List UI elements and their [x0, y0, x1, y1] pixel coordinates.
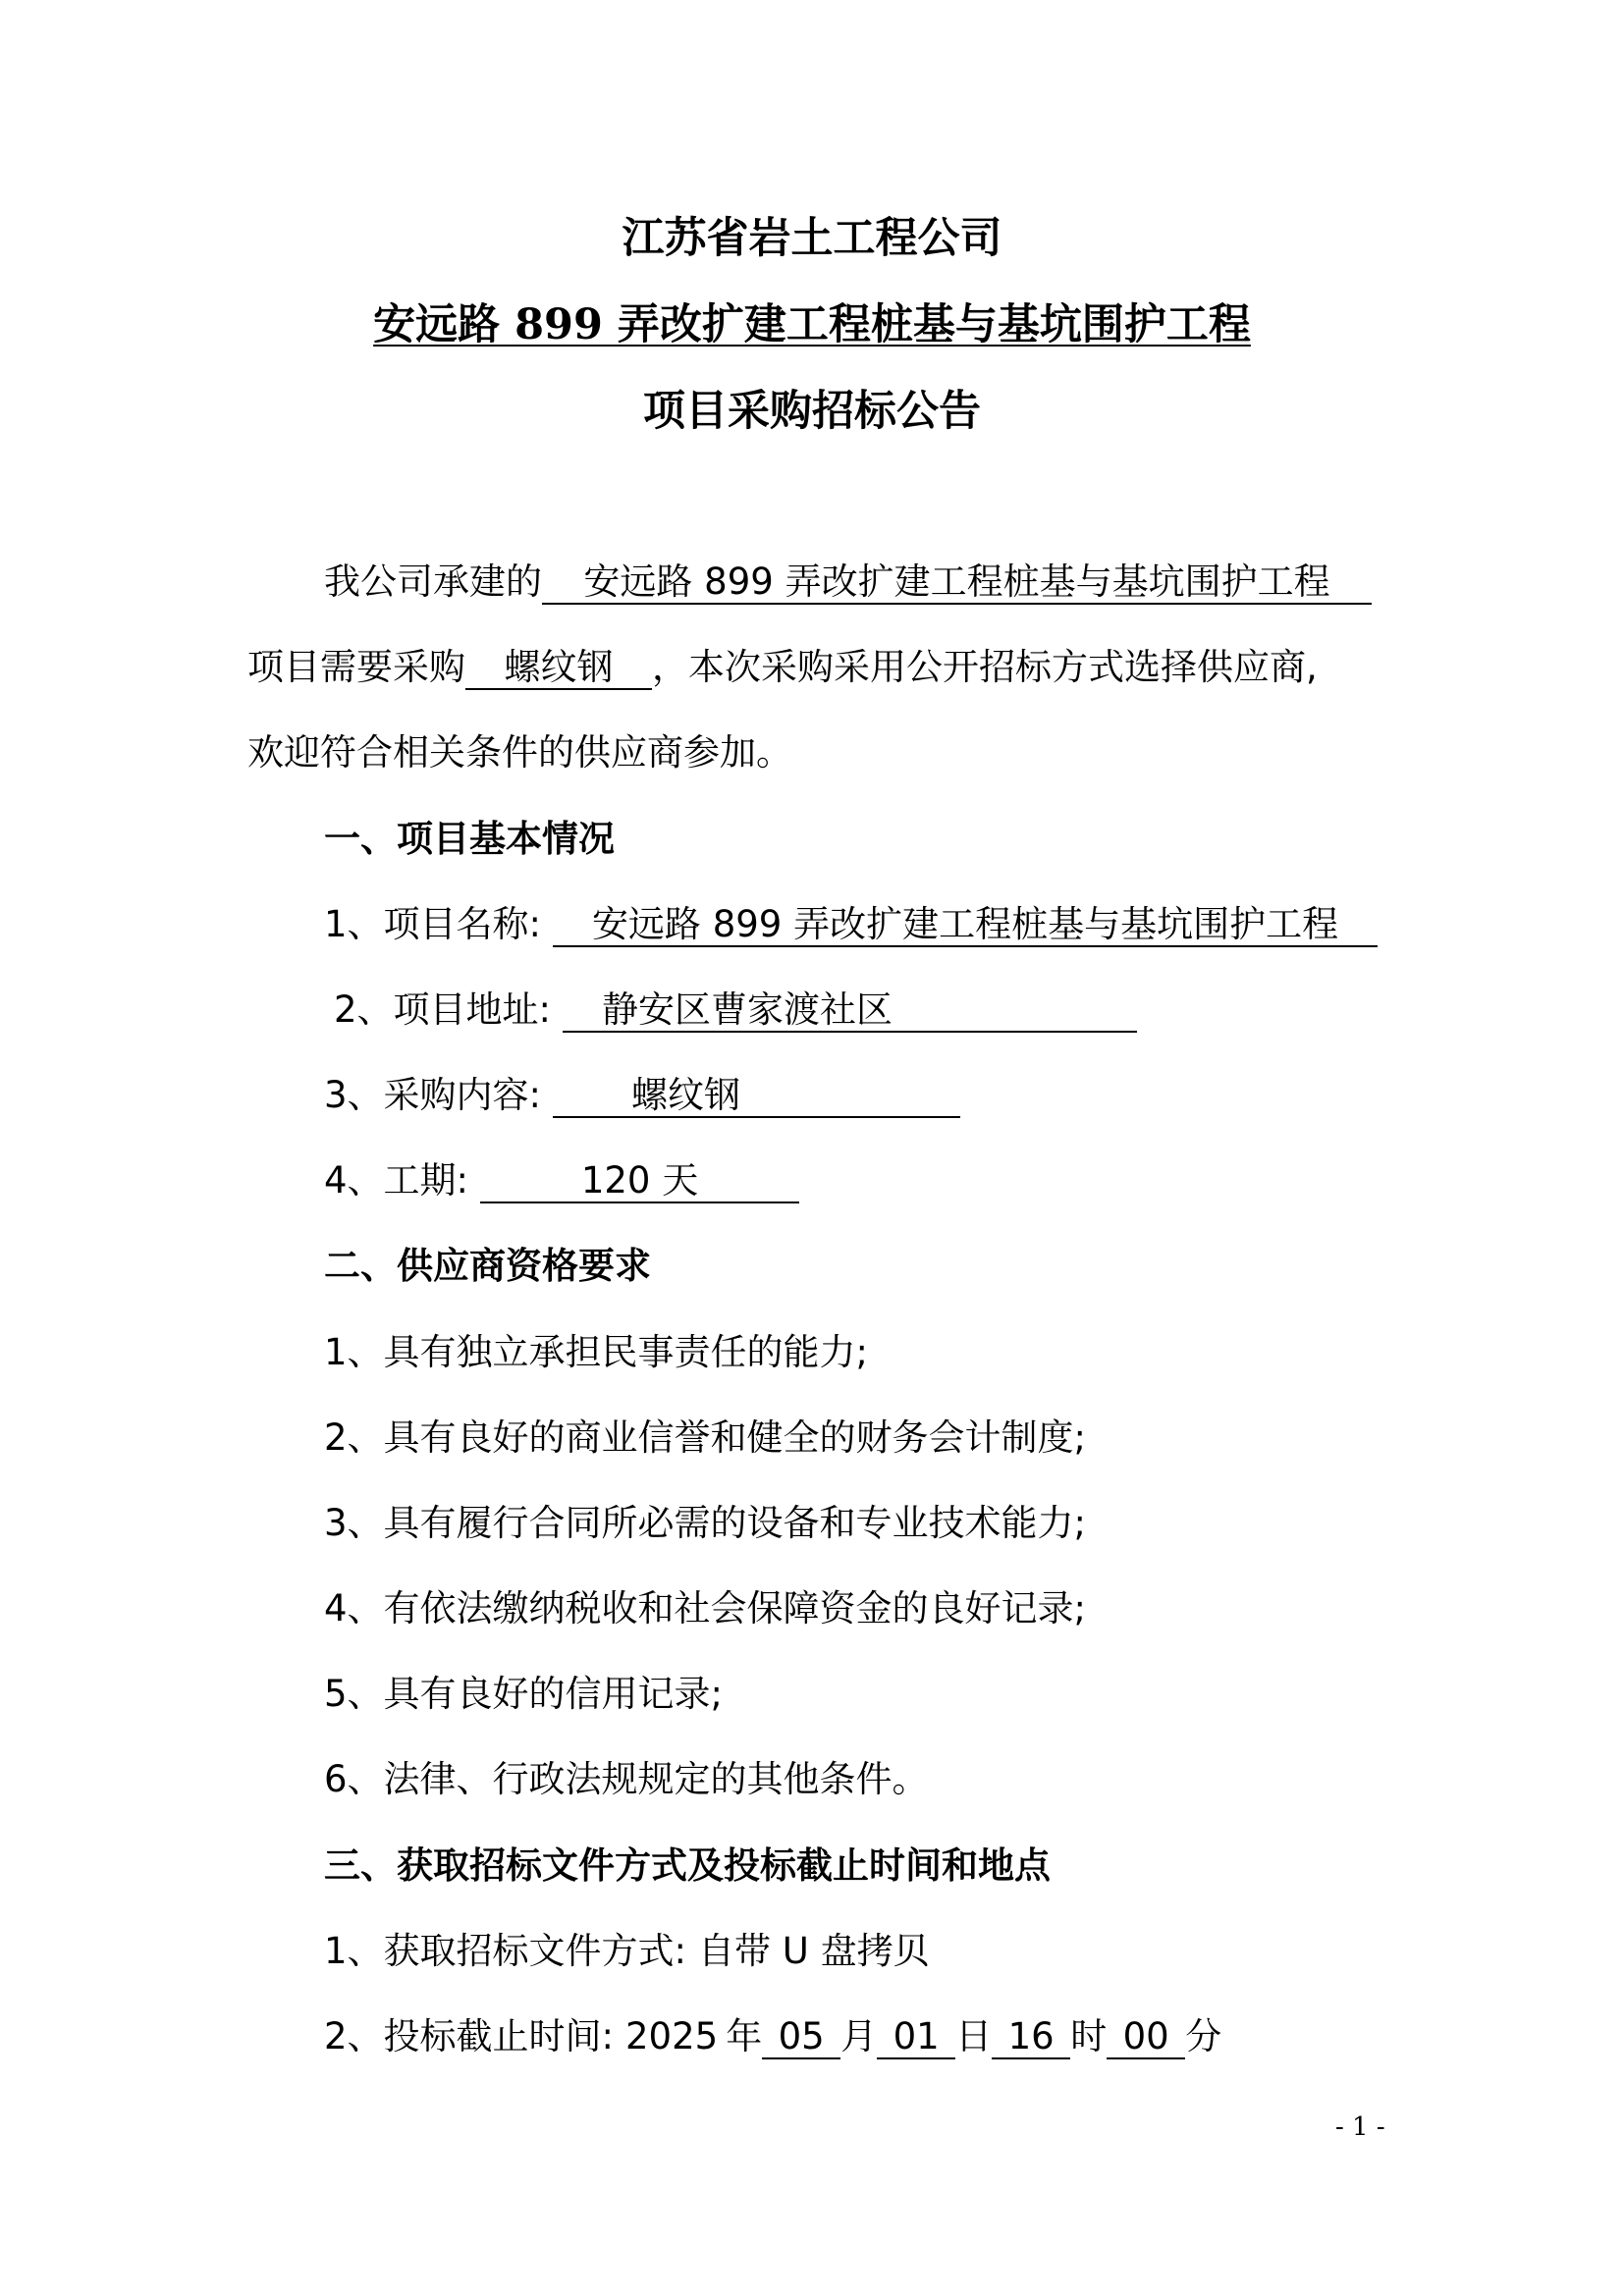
- deadline-label: 2、投标截止时间:: [324, 2015, 615, 2057]
- intro-project-name: 安远路 899 弄改扩建工程桩基与基坑围护工程: [583, 561, 1330, 603]
- section2-item: 4、有依法缴纳税收和社会保障资金的良好记录;: [324, 1587, 1087, 1629]
- section2-item: 3、具有履行合同所必需的设备和专业技术能力;: [324, 1502, 1087, 1544]
- deadline-month-unit: 月: [840, 2015, 878, 2057]
- method-label: 1、获取招标文件方式:: [324, 1930, 687, 1972]
- deadline-minute-unit: 分: [1185, 2015, 1222, 2057]
- section1-item-duration: [324, 1156, 799, 1205]
- item-value-blank: [553, 1071, 960, 1118]
- deadline-year-unit: 年: [726, 2015, 763, 2057]
- item-label: 2、项目地址:: [334, 988, 552, 1031]
- deadline-day-unit: 日: [955, 2015, 993, 2057]
- item-label: 3、采购内容:: [324, 1074, 542, 1116]
- item-value: 120 天: [580, 1159, 699, 1201]
- intro-line-2: [247, 643, 1318, 692]
- intro-line-1: [324, 558, 1372, 607]
- section3-heading: 三、获取招标文件方式及投标截止时间和地点: [324, 1844, 1051, 1887]
- deadline-day-blank: [877, 2012, 955, 2059]
- section1-item-address: [334, 986, 1137, 1035]
- company-title: 江苏省岩土工程公司: [622, 214, 1002, 263]
- section2-heading: 二、供应商资格要求: [324, 1245, 651, 1287]
- project-title-text: 安远路 899 弄改扩建工程桩基与基坑围护工程: [373, 300, 1251, 349]
- method-value: 自带 U 盘拷贝: [698, 1930, 930, 1972]
- item-value: 安远路 899 弄改扩建工程桩基与基坑围护工程: [591, 903, 1339, 945]
- section1-heading: 一、项目基本情况: [324, 818, 615, 860]
- intro-line-3: 欢迎符合相关条件的供应商参加。: [247, 731, 792, 774]
- section2-item: 2、具有良好的商业信誉和健全的财务会计制度;: [324, 1416, 1087, 1459]
- intro-material-blank: [465, 643, 652, 690]
- section2-item: 6、法律、行政法规规定的其他条件。: [324, 1758, 929, 1800]
- intro-material: 螺纹钢: [504, 646, 614, 688]
- item-value: 螺纹钢: [631, 1074, 741, 1116]
- section1-item-name: [324, 900, 1378, 949]
- section1-item-content: [324, 1071, 960, 1120]
- section3-method: [324, 1927, 930, 1976]
- item-value-blank: [563, 986, 1137, 1033]
- deadline-hour-blank: [992, 2012, 1070, 2059]
- project-title: [0, 295, 1624, 354]
- deadline-hour-unit: 时: [1070, 2015, 1108, 2057]
- item-value-blank: [553, 900, 1378, 947]
- document-type-title: 项目采购招标公告: [643, 387, 981, 436]
- deadline-year: 2025: [625, 2015, 719, 2057]
- section3-deadline: [324, 2012, 1221, 2061]
- section2-item: 5、具有良好的信用记录;: [324, 1673, 724, 1715]
- intro-project-name-blank: [542, 558, 1372, 605]
- item-value: 静安区曹家渡社区: [602, 988, 893, 1031]
- page-number: - 1 -: [1335, 2112, 1385, 2142]
- deadline-month-blank: [762, 2012, 840, 2059]
- item-value-blank: [480, 1156, 799, 1203]
- section2-item: 1、具有独立承担民事责任的能力;: [324, 1331, 869, 1373]
- deadline-month: 05: [778, 2015, 825, 2057]
- deadline-minute: 00: [1122, 2015, 1169, 2057]
- deadline-minute-blank: [1107, 2012, 1185, 2059]
- intro-line2-suffix: ，本次采购采用公开招标方式选择供应商,: [652, 646, 1318, 688]
- deadline-day: 01: [893, 2015, 940, 2057]
- intro-prefix: 我公司承建的: [324, 561, 542, 603]
- item-label: 1、项目名称:: [324, 903, 542, 945]
- intro-line2-prefix: 项目需要采购: [247, 646, 465, 688]
- deadline-hour: 16: [1007, 2015, 1055, 2057]
- item-label: 4、工期:: [324, 1159, 469, 1201]
